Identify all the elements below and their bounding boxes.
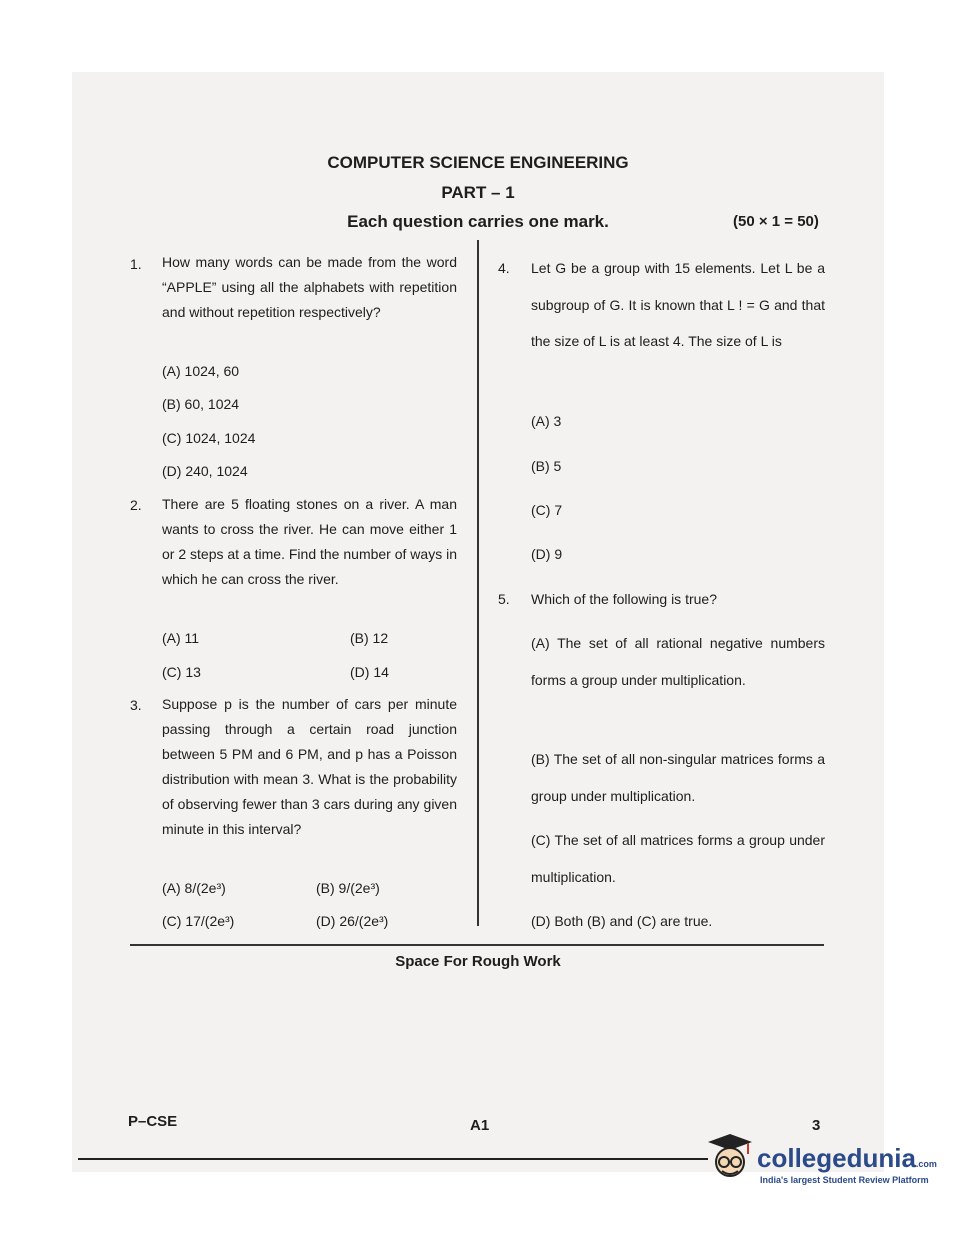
option: (A) 1024, 60	[162, 363, 240, 379]
footer-rule	[78, 1158, 708, 1160]
option: (A) The set of all rational negative numbers forms a group under multiplication.	[531, 635, 825, 688]
option: (C) 7	[531, 502, 563, 518]
graduate-mascot-icon	[700, 1130, 758, 1193]
question-number: 4.	[498, 260, 510, 276]
brand-suffix: .com	[915, 1159, 937, 1169]
question-number: 5.	[498, 591, 510, 607]
option: (B) 12	[350, 630, 389, 646]
exam-title: COMPUTER SCIENCE ENGINEERING	[327, 153, 629, 172]
option: (A) 8/(2e³)	[162, 880, 226, 896]
question-text: How many words can be made from the word “APPLE” using all the alphabets with repetition and without repetition respectively?	[162, 254, 457, 320]
marks-total: (50 × 1 = 50)	[733, 213, 819, 230]
option: (D) 14	[350, 664, 389, 680]
option: (C) 1024, 1024	[162, 430, 256, 446]
option: (A) 11	[162, 630, 200, 646]
brand-tagline: India's largest Student Review Platform	[760, 1175, 929, 1185]
brand-logo	[757, 1143, 937, 1174]
option: (C) 13	[162, 664, 201, 680]
option: (C) The set of all matrices forms a group under multiplication.	[531, 832, 825, 885]
section-divider	[130, 944, 824, 946]
option: (A) 3	[531, 413, 562, 429]
rough-work-label: Space For Rough Work	[395, 953, 561, 970]
option: (B) 9/(2e³)	[316, 880, 380, 896]
part-heading: PART – 1	[441, 183, 515, 202]
set-code: A1	[470, 1117, 490, 1134]
option: (B) The set of all non-singular matrices forms a group under multiplication.	[531, 751, 825, 804]
question-text: There are 5 floating stones on a river. A man wants to cross the river. He can move either 1 or 2 steps at a time. Find the number of ways in which he can cross the river.	[162, 496, 457, 587]
option: (B) 60, 1024	[162, 396, 240, 412]
question-number: 2.	[130, 497, 142, 513]
question-text: Which of the following is true?	[531, 591, 717, 607]
option: (D) Both (B) and (C) are true.	[531, 913, 713, 929]
question-text: Suppose p is the number of cars per minute passing through a certain road junction between 5 PM and 6 PM, and p has a Poisson distribution with mean 3. What is the probability of observing fewer than 3 cars during any given minute in this interval?	[162, 696, 457, 837]
paper-code: P–CSE	[128, 1113, 178, 1130]
option: (B) 5	[531, 458, 562, 474]
instruction-text: Each question carries one mark.	[347, 212, 609, 231]
option: (D) 240, 1024	[162, 463, 248, 479]
option: (D) 9	[531, 546, 563, 562]
question-number: 3.	[130, 697, 142, 713]
column-divider	[477, 240, 479, 926]
question-number: 1.	[130, 256, 142, 272]
question-text: Let G be a group with 15 elements. Let L be a subgroup of G. It is known that L ! = G and that the size of L is at least 4. The size of L is	[531, 260, 825, 349]
brand-name: collegedunia	[757, 1143, 916, 1173]
option: (C) 17/(2e³)	[162, 913, 235, 929]
page-number: 3	[812, 1117, 821, 1134]
option: (D) 26/(2e³)	[316, 913, 389, 929]
